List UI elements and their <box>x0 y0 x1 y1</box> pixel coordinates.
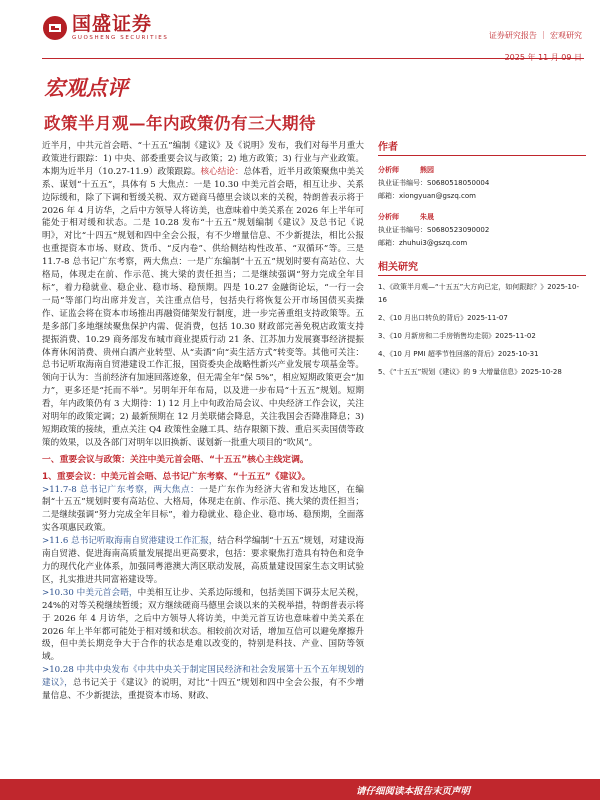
list-item <box>42 664 364 703</box>
item-text: 结合科学编制“十五五”规划，对建设海南自贸港、促进海南高质量发展提出更高要求，包括：要求聚焦打造具有特色和竞争力的现代化产业体系，加强同粤港澳大湾区联动发展，高质量建设国家生态文明试验区，扎实推进共同富裕建设等。 <box>42 536 364 585</box>
item-head: >10.30 中美元首会晤， <box>42 587 138 598</box>
related-item[interactable]: 4、《10 月 PMI 超季节性回落的背后》2025-10-31 <box>378 350 539 358</box>
sub-heading: 1、重要会议：中美元首会晤、总书记广东考察、“十五五”《建议》。 <box>42 471 311 482</box>
item-text: 中美相互让步、关系边际缓和，包括美国下调芬太尼关税，24%的对等关税继续暂缓；双方继续磋商马德里会谈以来的关税举措，特朗普表示将于 2026 年 4 月访华，之后中方领导人将访美，中美元首互访也意味着中美关系在 2026 年上半年都可能处于相对缓和状态。相较前次对话，增加互信可以避免摩擦升级，但中美长期竞争大于合作的状态是难以改变的，特别是科技、产业、国防等领域。 <box>42 587 364 663</box>
author-block <box>378 211 586 250</box>
footer-disclaimer: 请仔细阅读本报告末页声明 <box>355 786 470 797</box>
header-divider <box>42 58 584 59</box>
authors-title: 作者 <box>378 138 586 156</box>
list-item <box>42 535 364 587</box>
related-item[interactable]: 5、《“十五五”规划《建议》的 9 大增量信息》2025-10-28 <box>378 368 562 376</box>
author-email[interactable]: 邮箱：xiongyuan@gszq.com <box>378 192 476 200</box>
sidebar <box>378 138 586 384</box>
author-block <box>378 164 586 203</box>
report-date: 2025 年 11 月 09 日 <box>504 53 582 62</box>
logo-en: GUOSHENG SECURITIES <box>72 35 169 41</box>
summary-intro: 近半月，中共元首会晤、“十五五”编制《建议》及《说明》发布，我们对每半月重大政策进行跟踪：1) 中央、部委重要会议与政策；2) 地方政策；3) 行业与产业政策。本期为近半月（10.27-11.9）政策跟踪。 <box>42 141 364 177</box>
related-title: 相关研究 <box>378 258 586 276</box>
section-heading: 一、重要会议与政策：关注中美元首会晤、“十五五”核心主线定调。 <box>42 454 309 465</box>
list-item <box>42 587 364 664</box>
related-item[interactable]: 1、《政策半月观—“十五五”大方向已定，如何跟踪？》2025-10-16 <box>378 283 579 304</box>
core-conclusion-label: 核心结论： <box>200 166 244 177</box>
report-type: 证券研究报告 ｜ 宏观研究 <box>488 31 582 40</box>
item-text: 总书记关于《建议》的说明，对比“十四五”规划和四中全会公报，有不少增量信息、不少新提法，重提资本市场、财政、 <box>42 678 365 702</box>
author-email[interactable]: 邮箱：zhuhui3@gszq.com <box>378 239 468 247</box>
related-item[interactable]: 3、《10 月新房和二手房销售均走弱》2025-11-02 <box>378 332 536 340</box>
item-head: >11.7-8 总书记广东考察，两大焦点： <box>42 484 200 495</box>
item-text: 一是广东作为经济大省和发达地区，在编制“十五五”规划时要有高站位、大格局，体现走在前、作示范、挑大梁的责任担当；二是继续强调“努力完成全年目标”，着力稳就业、稳企业、稳市场、稳预期，全面落实各项惠民政策。 <box>42 484 364 534</box>
logo <box>42 14 168 42</box>
author-license: 执业证书编号：S0680518050004 <box>378 179 490 187</box>
author-name: 朱晟 <box>420 213 434 221</box>
column-title: 宏观点评 <box>44 75 128 100</box>
author-role: 分析师 <box>378 213 399 221</box>
item-head: >10.28 中共中央发布《中共中央关于制定国民经济和社会发展第十五个五年规划的建议》， <box>42 665 364 689</box>
related-item[interactable]: 2、《10 月出口转负的背后》2025-11-07 <box>378 314 508 322</box>
list-item <box>42 484 364 536</box>
item-head: >11.6 总书记听取海南自贸港建设工作汇报， <box>42 536 218 547</box>
author-name: 熊园 <box>420 166 434 174</box>
summary-paragraph <box>42 140 364 450</box>
related-list <box>378 281 586 379</box>
summary-text: 总体看，近半月政策聚焦中美关系、谋划“十五五”，具体有 5 大焦点：一是 10.30 中美元首会晤，相互让步、关系边际缓和，除了下调和暂缓关税、双方磋商马德里会谈以来的关税，特朗普表示将于 2026 年 4 月访华，之后中方领导人将访美，也意味着中美关系在 2026 年上半年可能处于相对缓和状态。二是 10.28 发布“十五五”规划编制《建议》及总书记《说明》，对比“十四五”规划和四中全会公报，有不少增量信息、不少新提法，相比公报也重提资本市场、财政、货币、“反内卷”、供给侧结构性改革、“双循环”等。三是 11.7-8 总书记广东考察，两大焦点：一是广东编制“十五五”规划时要有高站位、大格局，体现走在前、作示范、挑大梁的责任担当；二是继续强调“努力完成全年目标”，着力稳就业、稳企业、稳市场、稳预期。四是 10.27 金融街论坛，“一行一会一局”等部门均出席并发言，关注重点信号，包括央行将恢复公开市场国债买卖操作、证监会将在资本市场推出再融资储架发行制度，进一步完善重组支持政策等。五是多部门多地继续聚焦保护内需、促消费，包括 10.30 财政部完善免税店政策支持提振消费、10.29 商务部发布城市商业提质行动 21 条、江苏加力发展赛事经济提振体育休闲消费、贵州白酒产业转型、从“卖酒”向“卖生活方式”转变等。其他可关注：总书记听取海南自贸港建设工作汇报，国资委央企战略性新兴产业发展专项基金等。领向于认为：当前经济有加速回落迹象，但无需全年“保 5%”，相应短期政策更会“加力”，更多还是“托而不举”。另明年开年布局，以及进一步布局“十五五”规划。短期看，年内政策仍有 3 大期待：1) 12 月上中旬政治局会议、中央经济工作会议，关注对明年的政策定调；2) 最新预期在 12 月美联储会降息，关注我国会否降准降息；3) 短期政策的接续，重点关注 Q4 政策性金融工具、结存限额下拨、重启买卖国债等政策的效果，以及各部门对明年以旧换新、谋划新一批重大项目的“吹风”。 <box>42 166 364 448</box>
document-title: 政策半月观—年内政策仍有三大期待 <box>44 114 316 133</box>
page-header <box>0 0 600 60</box>
author-license: 执业证书编号：S0680523090002 <box>378 226 490 234</box>
logo-cn: 国盛证券 <box>72 13 153 35</box>
logo-icon <box>42 15 68 41</box>
author-role: 分析师 <box>378 166 399 174</box>
page-footer <box>0 779 600 800</box>
main-body <box>42 140 364 703</box>
